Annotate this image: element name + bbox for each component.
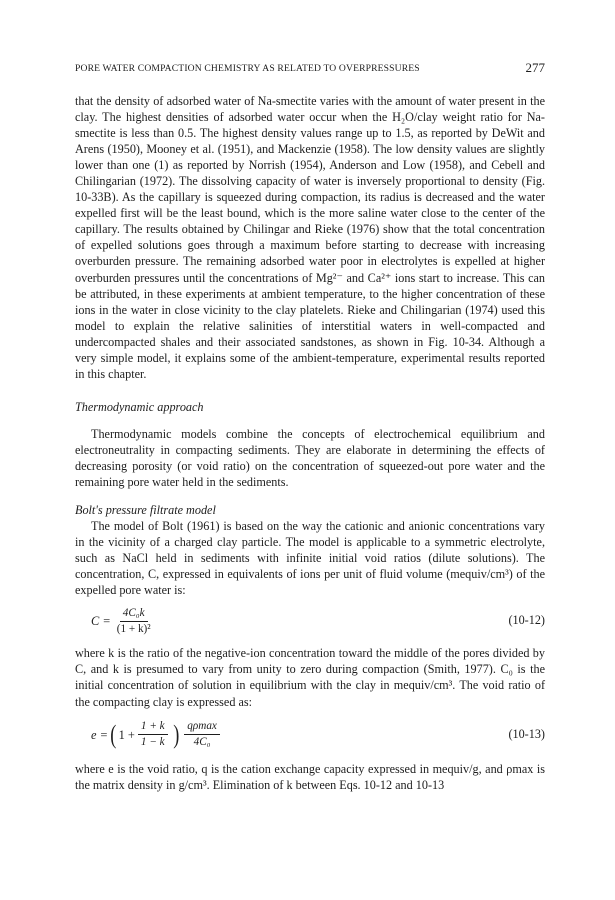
equation-10-13-number: (10-13): [508, 726, 545, 741]
equation-10-13-fraction-2-numerator: qρmax: [184, 720, 220, 735]
equation-10-13-paren-close: ): [172, 719, 179, 749]
equation-10-12: [75, 600, 545, 642]
equation-10-13-fraction-2: [184, 720, 220, 749]
page-header: [75, 60, 545, 78]
equation-10-13: [75, 712, 545, 758]
equation-10-13-paren-open: (: [110, 719, 117, 749]
equation-10-13-body: [91, 712, 223, 758]
subsection-heading-bolt: Bolt's pressure filtrate model: [75, 503, 216, 518]
equation-10-13-fraction-1-numerator: 1 + k: [138, 720, 168, 735]
paragraph-void-ratio-definition: where e is the void ratio, q is the cation exchange capacity expressed in mequiv/g, and ρmax is the matrix density in g/cm³. Elimination of k between Eqs. 10-12 and 10-13: [75, 761, 545, 792]
equation-10-12-body: [91, 600, 157, 642]
equation-10-12-denominator: (1 + k)²: [116, 622, 151, 635]
page-number: 277: [525, 60, 545, 75]
equation-10-13-fraction-2-denominator: 4C₀: [193, 736, 211, 749]
equation-10-13-fraction-1-denominator: 1 − k: [140, 736, 165, 749]
equation-10-13-fraction-1: [138, 720, 168, 749]
equation-10-13-lhs: e =: [91, 727, 108, 742]
section-heading-thermodynamic: Thermodynamic approach: [75, 399, 204, 414]
equation-10-12-lhs: C =: [91, 614, 111, 629]
equation-10-12-fraction: [114, 607, 154, 636]
paragraph-k-definition: where k is the ratio of the negative-ion concentration toward the middle of the pores divided by C, and k is presumed to vary from unity to zero during compaction (Smith, 1977). C₀ is the initial concentration of solution in equilibrium with the clay in mequiv/cm³. The void ratio of the compacting clay is expressed as:: [75, 646, 545, 709]
paragraph-bolt-model: The model of Bolt (1961) is based on the way the cationic and anionic concentrations vary in the vicinity of a charged clay particle. The model is applicable to a symmetric electrolyte, such as NaCl held in sediments with infinite initial void ratios (dilute solutions). The concentration, C, expressed in equivalents of ions per unit of fluid volume (mequiv/cm³) of the expelled pore water is:: [75, 519, 545, 598]
paragraph-adsorbed-water: that the density of adsorbed water of Na-smectite varies with the amount of water present in the clay. The highest densities of adsorbed water occur when the H₂O/clay weight ratio for Na-smectite is less than 0.5. The highest density values range up to 1.5, as reported by DeWit and Arens (1950), Mooney et al. (1951), and Mackenzie (1958). The low density values are slightly lower than one (1) as reported by Norrish (1954), Anderson and Low (1958), and Cebell and Chilingarian (1972). The dissolving capacity of water is inversely proportional to density (Fig. 10-33B). As the capillary is squeezed during compaction, its radius is decreased and the water expelled first will be the least bound, which is the more saline water close to the center of the capillary. The results obtained by Chilingar and Rieke (1976) show that the total concentration of expelled solutions goes through a maximum before starting to decrease with increasing overburden pressure. The remaining adsorbed water poor in electrolytes is expelled at higher overburden pressures until the concentrations of Mg²⁻ and Ca²⁺ ions start to increase. This can be attributed, in these experiments at ambient temperature, to the higher concentration of these ions in the water in close vicinity to the clay platelets. Rieke and Chilingarian (1974) used this model to explain the relative salinities of interstitial waters in well-compacted and undercompacted shales and their associated sandstones, as shown in Fig. 10-34. Although a very simple model, it explains some of the ambient-temperature, experimental results reported in this chapter.: [75, 94, 545, 381]
paragraph-thermodynamic-models: Thermodynamic models combine the concepts of electrochemical equilibrium and electroneutrality in compacting sediments. They are elaborate in determining the effects of decreasing porosity (or void ratio) on the concentration of squeezed-out pore water and the remaining pore water held in the sediments.: [75, 426, 545, 490]
body-text: [75, 93, 545, 793]
equation-10-12-numerator: 4C₀k: [120, 607, 148, 622]
running-head: PORE WATER COMPACTION CHEMISTRY AS RELATED TO OVERPRESSURES: [75, 63, 420, 74]
equation-10-13-one-plus: 1 +: [118, 727, 135, 742]
equation-10-12-number: (10-12): [508, 613, 545, 628]
